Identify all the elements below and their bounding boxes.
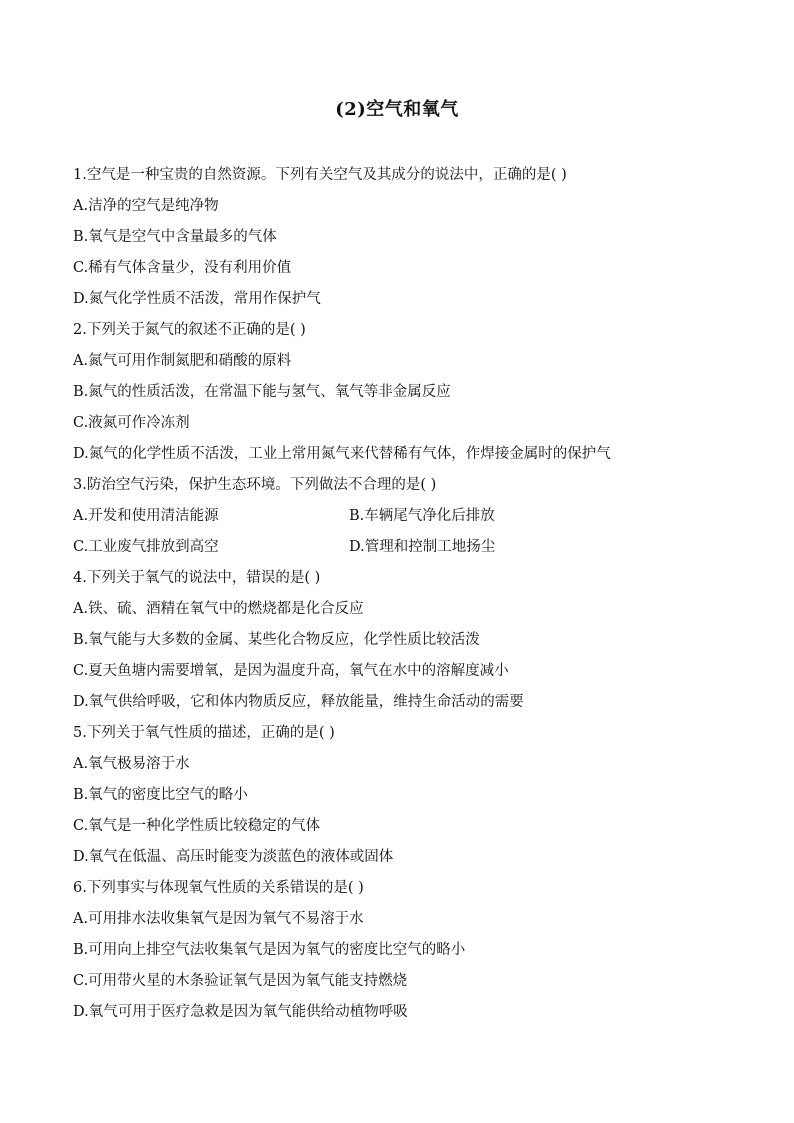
question-5-option-b: B.氧气的密度比空气的略小 [73, 787, 248, 803]
question-1-option-b: B.氧气是空气中含量最多的气体 [73, 229, 277, 245]
question-4-option-c: C.夏天鱼塘内需要增氧，是因为温度升高，氧气在水中的溶解度减小 [73, 663, 509, 679]
question-3-option-d: D.管理和控制工地扬尘 [349, 539, 496, 555]
question-1-option-a: A.洁净的空气是纯净物 [73, 198, 219, 214]
question-4-stem: 4.下列关于氧气的说法中，错误的是( ) [73, 570, 321, 586]
question-6-option-a: A.可用排水法收集氧气是因为氧气不易溶于水 [73, 911, 364, 927]
question-5-option-a: A.氧气极易溶于水 [73, 756, 190, 772]
question-5-option-d: D.氧气在低温、高压时能变为淡蓝色的液体或固体 [73, 849, 394, 865]
question-3-stem: 3.防治空气污染，保护生态环境。下列做法不合理的是( ) [73, 477, 437, 493]
question-3-option-a: A.开发和使用清洁能源 [73, 508, 219, 524]
question-2-stem: 2.下列关于氮气的叙述不正确的是( ) [73, 322, 306, 338]
question-1-stem: 1.空气是一种宝贵的自然资源。下列有关空气及其成分的说法中，正确的是( ) [73, 167, 567, 183]
question-6-option-b: B.可用向上排空气法收集氧气是因为氧气的密度比空气的略小 [73, 942, 466, 958]
question-4-option-d: D.氧气供给呼吸，它和体内物质反应，释放能量，维持生命活动的需要 [73, 694, 524, 710]
question-2-option-b: B.氮气的性质活泼，在常温下能与氢气、氧气等非金属反应 [73, 384, 451, 400]
question-2-option-d: D.氮气的化学性质不活泼，工业上常用氮气来代替稀有气体，作焊接金属时的保护气 [73, 446, 611, 462]
question-4-option-b: B.氧气能与大多数的金属、某些化合物反应，化学性质比较活泼 [73, 632, 480, 648]
question-list [73, 160, 733, 1028]
question-5-stem: 5.下列关于氧气性质的描述，正确的是( ) [73, 725, 335, 741]
question-3-option-c: C.工业废气排放到高空 [73, 539, 219, 555]
question-5-option-c: C.氧气是一种化学性质比较稳定的气体 [73, 818, 321, 834]
question-1-option-c: C.稀有气体含量少，没有利用价值 [73, 260, 292, 276]
question-4-option-a: A.铁、硫、酒精在氧气中的燃烧都是化合反应 [73, 601, 364, 617]
question-1-option-d: D.氮气化学性质不活泼，常用作保护气 [73, 291, 321, 307]
question-3-options-row-1 [73, 501, 733, 532]
question-2-option-c: C.液氮可作冷冻剂 [73, 415, 190, 431]
question-3-options-row-2 [73, 532, 733, 563]
question-6-option-c: C.可用带火星的木条验证氧气是因为氧气能支持燃烧 [73, 973, 408, 989]
question-3-option-b: B.车辆尾气净化后排放 [349, 508, 495, 524]
question-6-option-d: D.氧气可用于医疗急救是因为氧气能供给动植物呼吸 [73, 1004, 408, 1020]
question-2-option-a: A.氮气可用作制氮肥和硝酸的原料 [73, 353, 292, 369]
question-6-stem: 6.下列事实与体现氧气性质的关系错误的是( ) [73, 880, 364, 896]
page-title: (2)空气和氧气 [335, 99, 459, 120]
